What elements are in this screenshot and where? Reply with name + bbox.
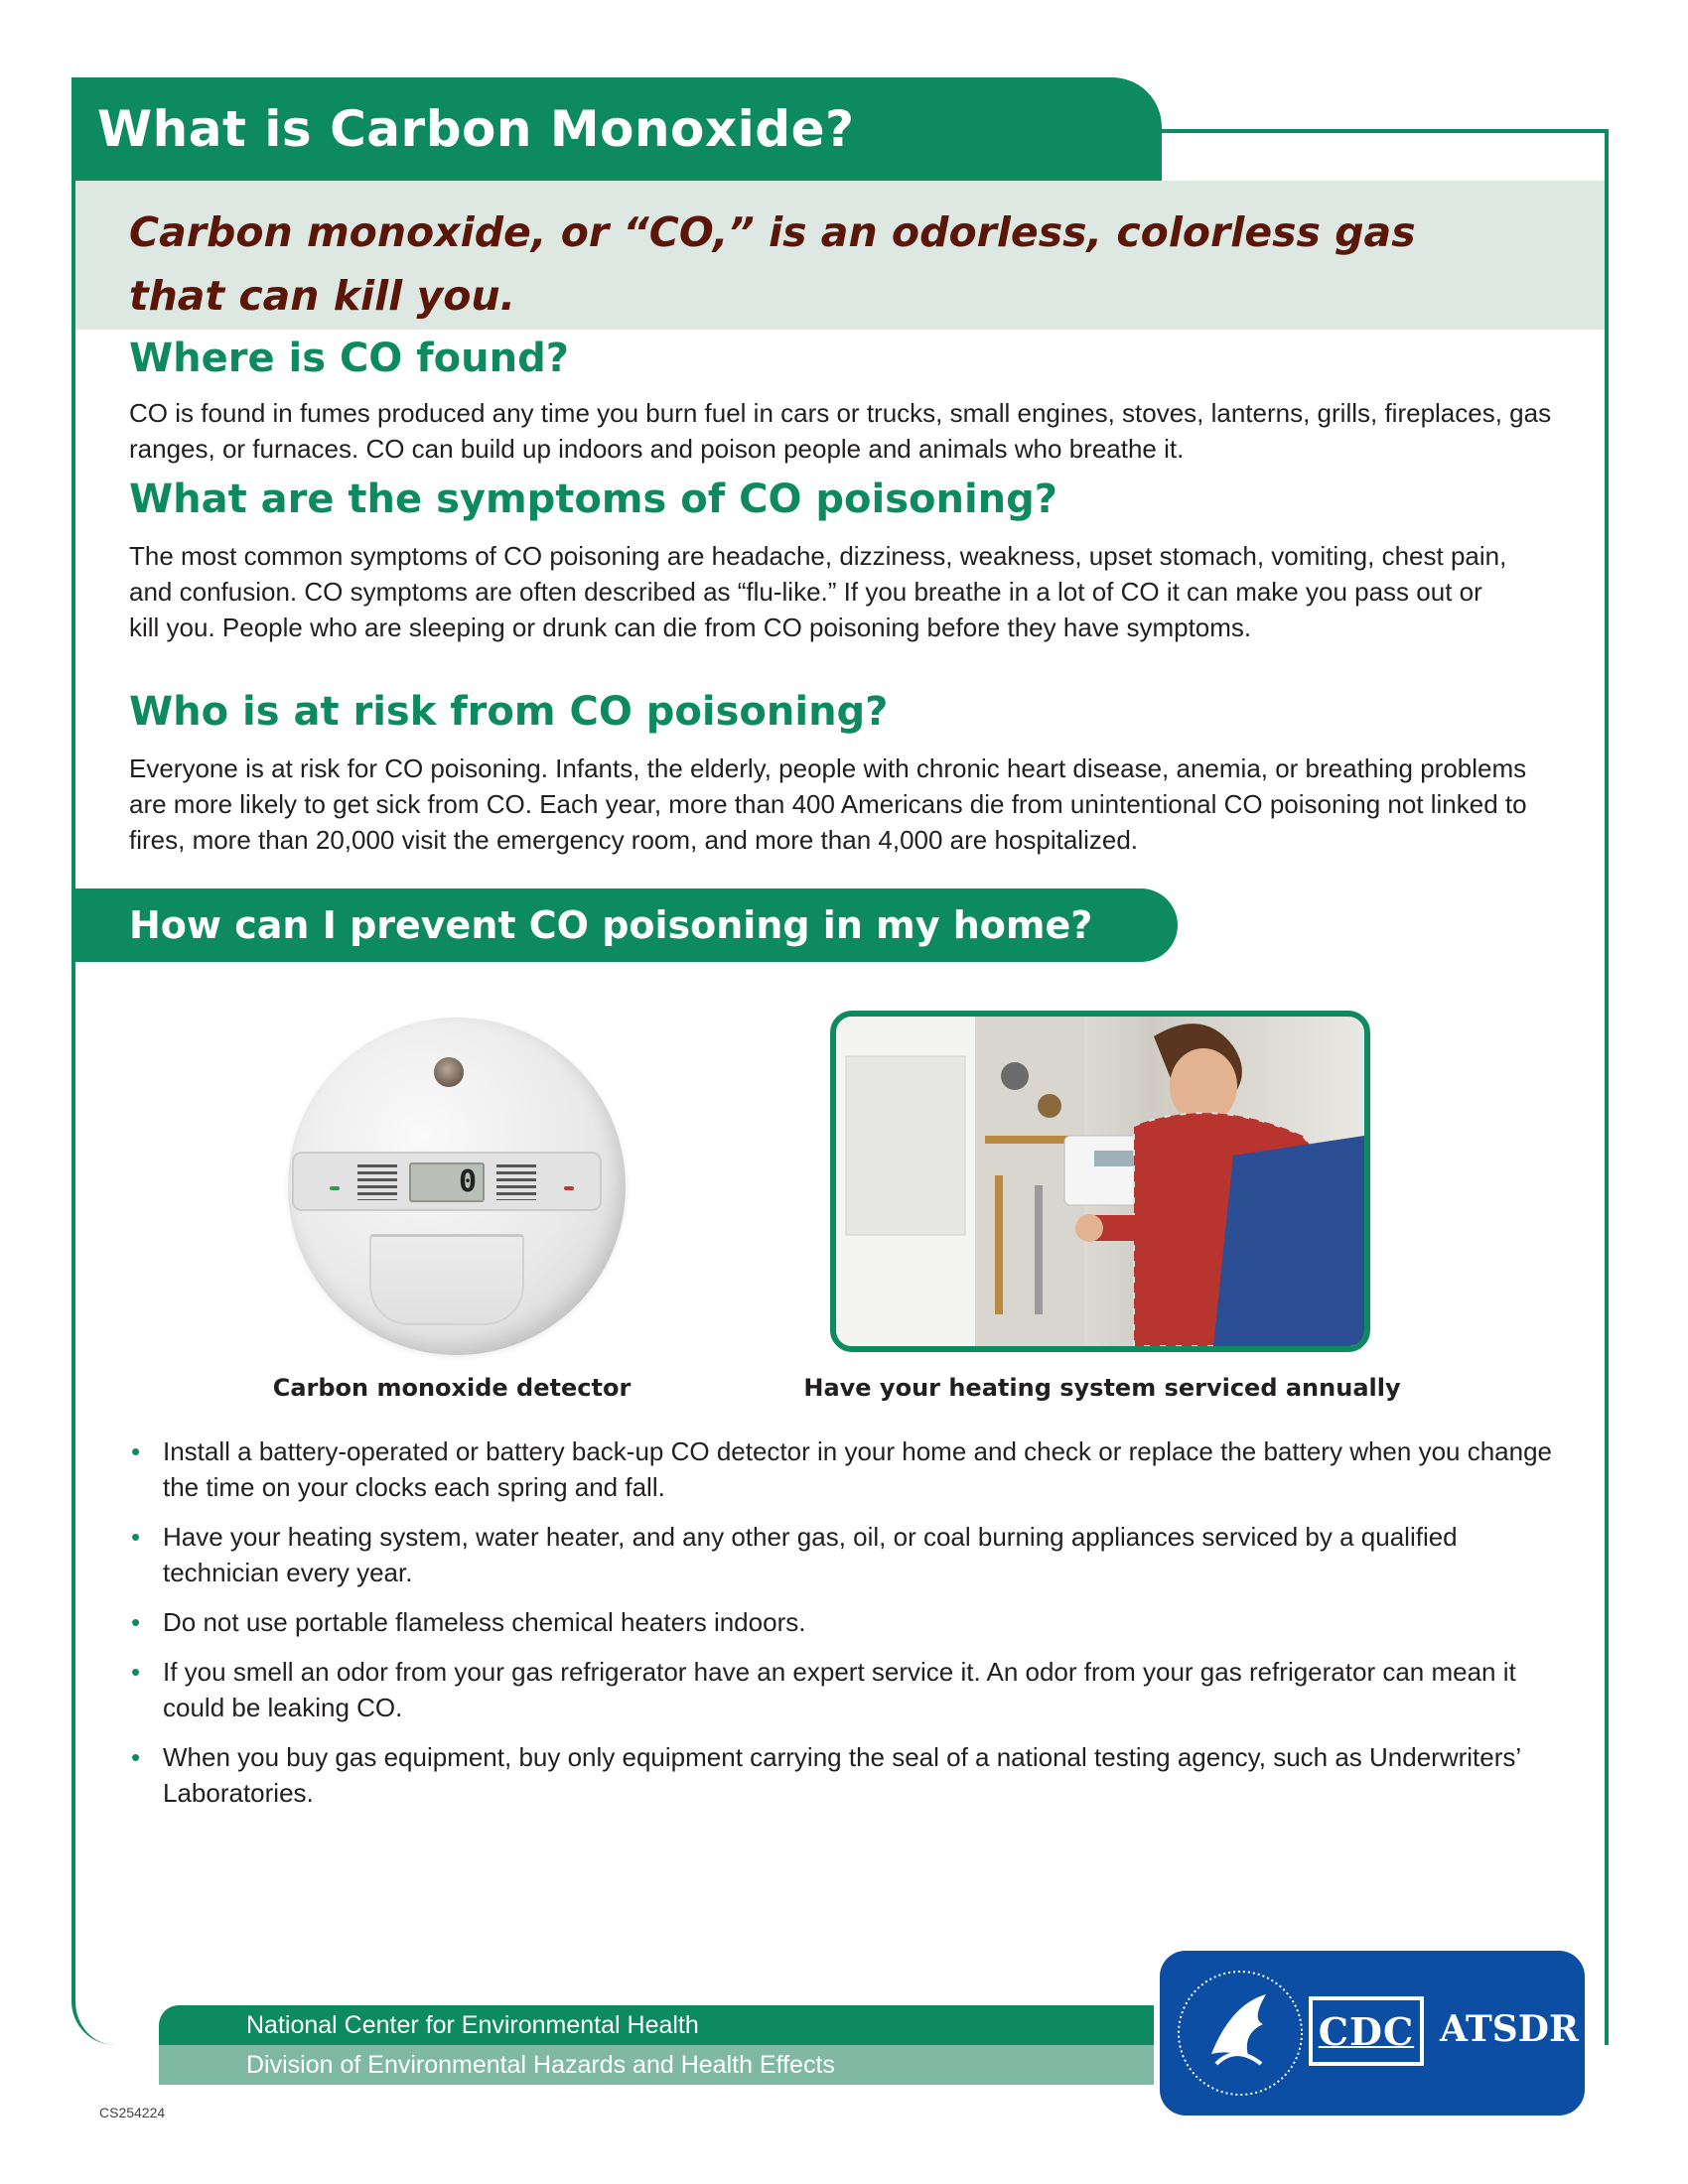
detector-caption: Carbon monoxide detector <box>272 1374 632 1402</box>
bullet-dot-icon: • <box>131 1607 141 1637</box>
detector-grille-right <box>496 1164 536 1200</box>
list-item: • Do not use portable flameless chemical heaters indoors. <box>129 1604 1559 1640</box>
alarm-led <box>564 1186 574 1190</box>
prevent-heading: How can I prevent CO poisoning in my home? <box>129 903 1093 947</box>
section-body-where-found: CO is found in fumes produced any time you burn fuel in cars or trucks, small engines, stoves, lanterns, grills, fireplaces, gas ranges, or furnaces. CO can build up indoors and poison people and animals who breathe it. <box>129 398 1552 464</box>
detector-display: 0 <box>409 1162 485 1202</box>
section-heading-where-found: Where is CO found? <box>129 336 569 381</box>
bullet-dot-icon: • <box>131 1436 141 1466</box>
heating-service-photo <box>830 1011 1370 1352</box>
detector-grille-left <box>357 1164 397 1200</box>
page-title: What is Carbon Monoxide? <box>97 100 855 158</box>
list-item: • Have your heating system, water heater, and any other gas, oil, or coal burning appliances serviced by a qualified technician every year. <box>129 1519 1559 1590</box>
cdc-logo: CDC <box>1309 1996 1424 2066</box>
document-code: CS254224 <box>99 2105 166 2120</box>
title-banner <box>71 77 1162 181</box>
hhs-seal-icon <box>1172 1965 1309 2102</box>
prevent-banner <box>75 888 1178 962</box>
technician-illustration <box>836 1017 1364 1346</box>
bullet-dot-icon: • <box>131 1657 141 1687</box>
section-heading-symptoms: What are the symptoms of CO poisoning? <box>129 477 1057 522</box>
list-item: • If you smell an odor from your gas refrigerator have an expert service it. An odor from your gas refrigerator can mean it could be leaking CO. <box>129 1654 1559 1725</box>
section-heading-at-risk: Who is at risk from CO poisoning? <box>129 689 889 735</box>
footer-division-name: Division of Environmental Hazards and Health Effects <box>159 2045 1162 2085</box>
bullet-dot-icon: • <box>131 1522 141 1552</box>
prevention-list <box>129 1433 1559 1825</box>
intro-statement: Carbon monoxide, or “CO,” is an odorless, colorless gas that can kill you. <box>129 208 1416 320</box>
section-body-at-risk: Everyone is at risk for CO poisoning. Infants, the elderly, people with chronic heart disease, anemia, or breathing problems are more likely to get sick from CO. Each year, more than 400 Americans die from unintentional CO poisoning not linked to fires, more than 20,000 visit the emergency room, and more than 4,000 are hospitalized. <box>129 753 1527 855</box>
detector-battery-door <box>369 1234 524 1325</box>
bullet-dot-icon: • <box>131 1742 141 1772</box>
agency-logos <box>1160 1951 1585 2116</box>
section-body-symptoms: The most common symptoms of CO poisoning are headache, dizziness, weakness, upset stomach, vomiting, chest pain, and confusion. CO symptoms are often described as “flu-like.” If you breathe in a lot of CO it can make you pass out or kill you. People who are sleeping or drunk can die from CO poisoning before they have symptoms. <box>129 541 1507 642</box>
footer-center-name: National Center for Environmental Health <box>159 2005 1162 2045</box>
list-item: • Install a battery-operated or battery back-up CO detector in your home and check or replace the battery when you change the time on your clocks each spring and fall. <box>129 1433 1559 1505</box>
heating-caption: Have your heating system serviced annually <box>803 1374 1401 1402</box>
list-item: • When you buy gas equipment, buy only equipment carrying the seal of a national testing agency, such as Underwriters’ Laboratories. <box>129 1739 1559 1811</box>
intro-band <box>75 181 1605 330</box>
power-led <box>330 1186 340 1190</box>
atsdr-logo: ATSDR <box>1440 2008 1579 2050</box>
co-detector-image <box>278 1008 635 1365</box>
detector-indicator-light <box>434 1057 464 1087</box>
